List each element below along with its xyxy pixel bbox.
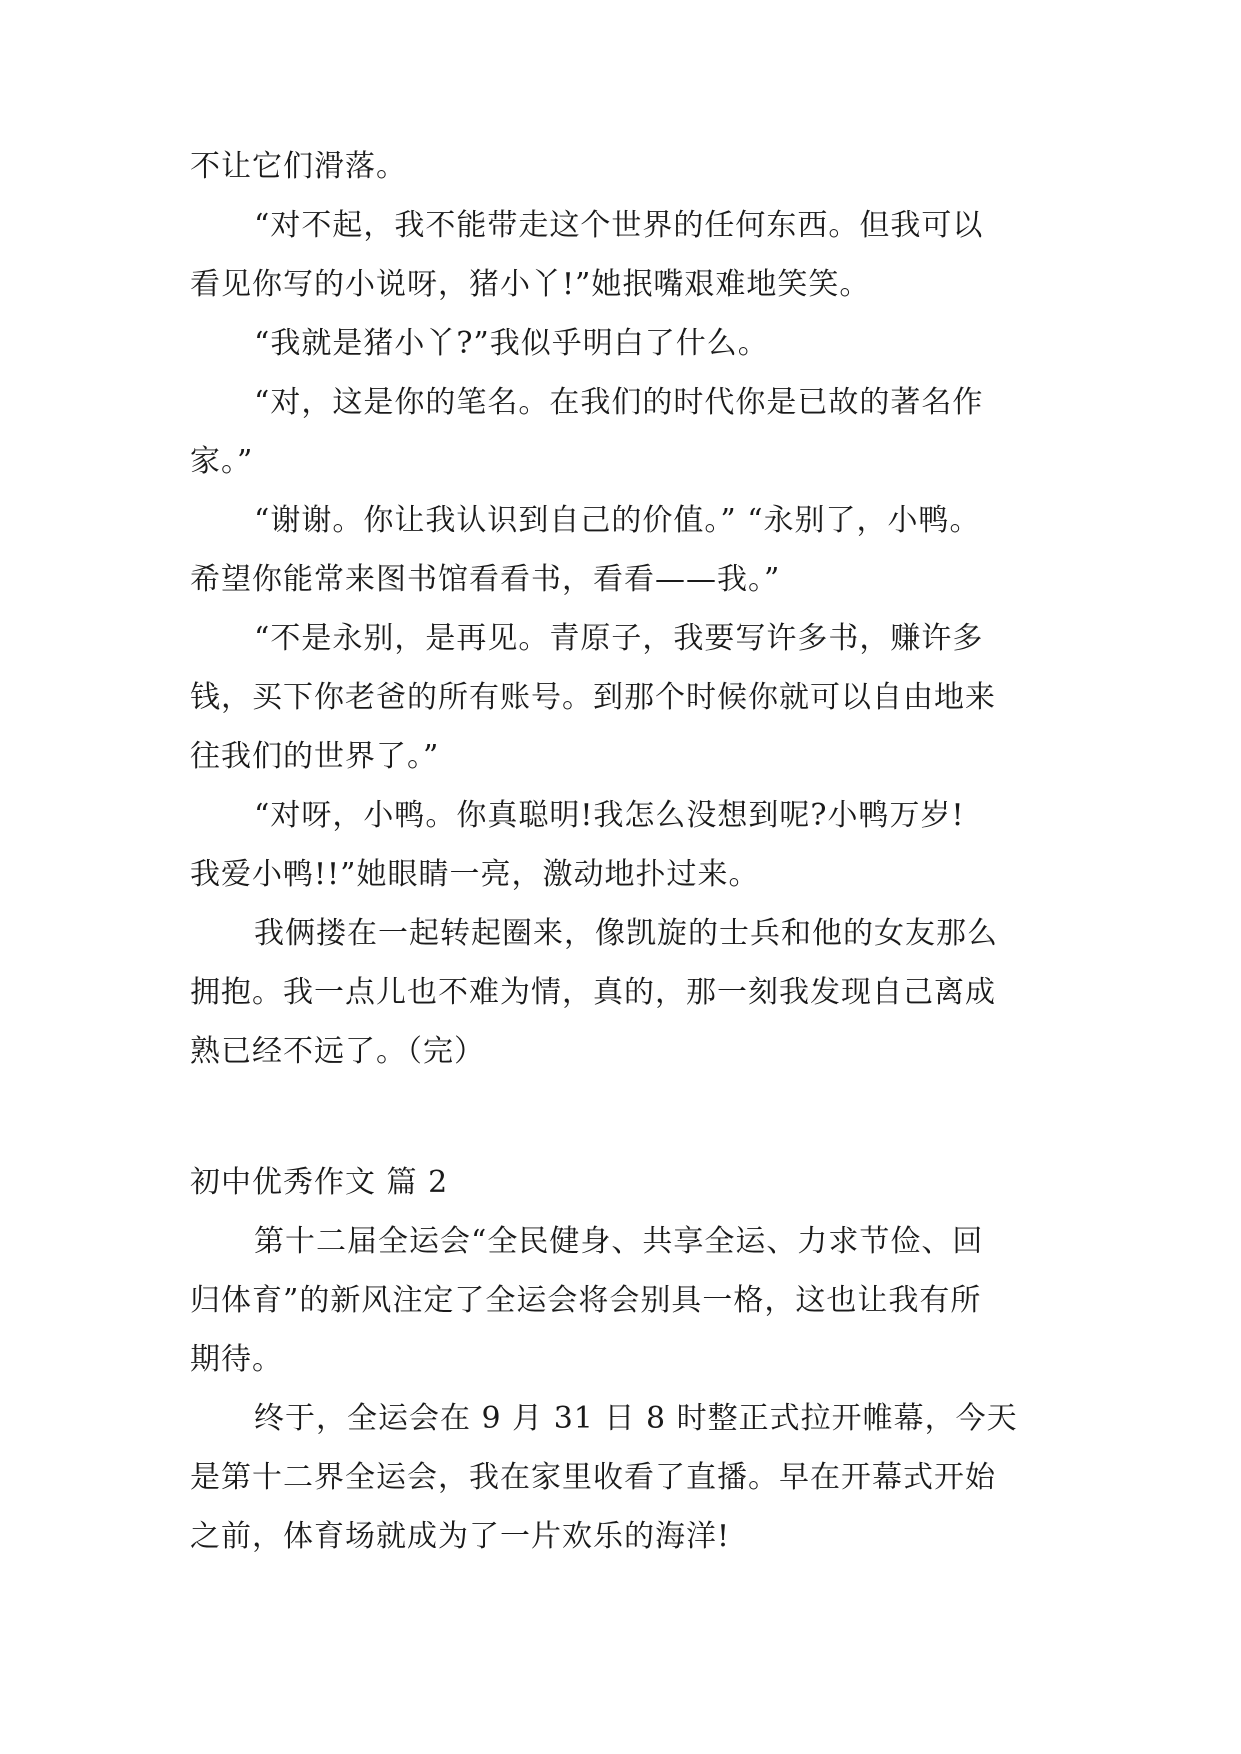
paragraph-line: 期待。 (190, 1342, 283, 1377)
section-title: 初中优秀作文 篇 2 (190, 1165, 449, 1200)
paragraph-line: 归体育”的新风注定了全运会将会别具一格，这也让我有所 (190, 1283, 982, 1318)
paragraph-line: 拥抱。我一点儿也不难为情，真的，那一刻我发现自己离成 (190, 975, 996, 1010)
paragraph-line: 不让它们滑落。 (190, 149, 407, 184)
paragraph-line: “我就是猪小丫?”我似乎明白了什么。 (254, 326, 769, 361)
paragraph-line: 我俩搂在一起转起圈来，像凯旋的士兵和他的女友那么 (254, 916, 998, 951)
paragraph-line: “对呀，小鸭。你真聪明!我怎么没想到呢?小鸭万岁! (254, 798, 965, 833)
paragraph-line: “对，这是你的笔名。在我们的时代你是已故的著名作 (254, 385, 984, 420)
paragraph-line: 钱，买下你老爸的所有账号。到那个时候你就可以自由地来 (190, 680, 996, 715)
paragraph-line: 往我们的世界了。” (190, 739, 440, 774)
paragraph-line: 家。” (190, 444, 254, 479)
paragraph-line: “对不起，我不能带走这个世界的任何东西。但我可以 (254, 208, 984, 243)
paragraph-line: 希望你能常来图书馆看看书，看看——我。” (190, 562, 781, 597)
paragraph-line: 是第十二界全运会，我在家里收看了直播。早在开幕式开始 (190, 1460, 996, 1495)
paragraph-line: 之前，体育场就成为了一片欢乐的海洋! (190, 1519, 731, 1554)
paragraph-line: “谢谢。你让我认识到自己的价值。” “永别了，小鸭。 (254, 503, 981, 538)
paragraph-line: 看见你写的小说呀，猪小丫!”她抿嘴艰难地笑笑。 (190, 267, 871, 302)
paragraph-line: 我爱小鸭!!”她眼睛一亮，激动地扑过来。 (190, 857, 760, 892)
essay-heading (190, 1153, 1050, 1212)
essay-body-section (190, 1212, 1050, 1566)
paragraph-line: 第十二届全运会“全民健身、共享全运、力求节俭、回 (254, 1224, 984, 1259)
paragraph-line: 终于，全运会在 9 月 31 日 8 时整正式拉开帷幕，今天 (254, 1401, 1018, 1436)
story-ending-section (190, 137, 1050, 1081)
paragraph-line: 熟已经不远了。（完） (190, 1034, 485, 1069)
paragraph-line: “不是永别，是再见。青原子，我要写许多书，赚许多 (254, 621, 984, 656)
